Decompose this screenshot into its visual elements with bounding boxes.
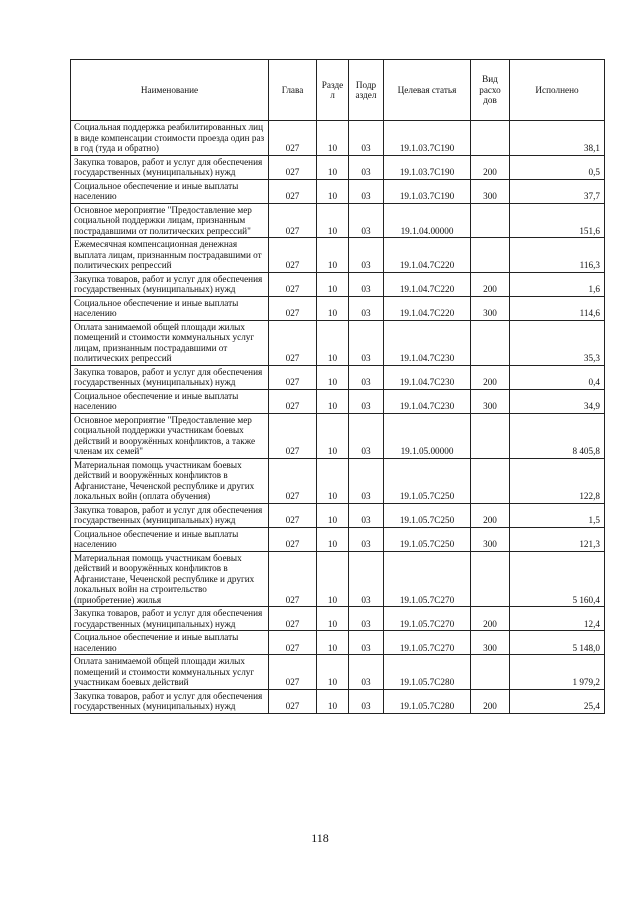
cell-section: 10 (317, 121, 349, 156)
header-executed: Исполнено (510, 60, 605, 121)
cell-target: 19.1.05.7С270 (384, 607, 471, 631)
cell-subsection: 03 (349, 272, 384, 296)
cell-name: Социальное обеспечение и иные выплаты населению (71, 527, 269, 551)
header-chapter: Глава (269, 60, 317, 121)
cell-target: 19.1.05.7С280 (384, 689, 471, 713)
cell-name: Закупка товаров, работ и услуг для обеспечения государственных (муниципальных) нужд (71, 607, 269, 631)
cell-name: Ежемесячная компенсационная денежная выплата лицам, признанным пострадавшими от политических репрессий (71, 238, 269, 273)
cell-target: 19.1.05.7С250 (384, 458, 471, 503)
cell-name: Закупка товаров, работ и услуг для обеспечения государственных (муниципальных) нужд (71, 155, 269, 179)
cell-subsection: 03 (349, 527, 384, 551)
cell-exptype: 200 (471, 365, 510, 389)
table-row (71, 365, 605, 389)
cell-section: 10 (317, 296, 349, 320)
cell-executed: 1,6 (510, 272, 605, 296)
cell-target: 19.1.04.7С230 (384, 365, 471, 389)
header-section: Разде л (317, 60, 349, 121)
table-row (71, 527, 605, 551)
cell-subsection: 03 (349, 551, 384, 607)
cell-name: Закупка товаров, работ и услуг для обеспечения государственных (муниципальных) нужд (71, 503, 269, 527)
budget-table (70, 59, 605, 714)
cell-subsection: 03 (349, 503, 384, 527)
table-row (71, 203, 605, 238)
cell-section: 10 (317, 365, 349, 389)
cell-exptype (471, 320, 510, 365)
cell-chapter: 027 (269, 296, 317, 320)
budget-table-container (70, 59, 604, 714)
table-row (71, 458, 605, 503)
cell-section: 10 (317, 203, 349, 238)
cell-section: 10 (317, 689, 349, 713)
table-row (71, 179, 605, 203)
cell-executed: 38,1 (510, 121, 605, 156)
table-row (71, 655, 605, 690)
cell-exptype: 300 (471, 296, 510, 320)
header-target: Целевая статья (384, 60, 471, 121)
cell-executed: 12,4 (510, 607, 605, 631)
cell-exptype: 300 (471, 631, 510, 655)
cell-executed: 0,5 (510, 155, 605, 179)
table-row (71, 389, 605, 413)
cell-subsection: 03 (349, 238, 384, 273)
header-exptype: Вид расхо дов (471, 60, 510, 121)
cell-executed: 151,6 (510, 203, 605, 238)
cell-chapter: 027 (269, 238, 317, 273)
cell-executed: 114,6 (510, 296, 605, 320)
cell-subsection: 03 (349, 607, 384, 631)
cell-target: 19.1.05.7С250 (384, 527, 471, 551)
cell-chapter: 027 (269, 689, 317, 713)
cell-chapter: 027 (269, 155, 317, 179)
cell-chapter: 027 (269, 320, 317, 365)
cell-section: 10 (317, 413, 349, 458)
cell-chapter: 027 (269, 503, 317, 527)
cell-section: 10 (317, 527, 349, 551)
cell-exptype: 300 (471, 527, 510, 551)
cell-executed: 121,3 (510, 527, 605, 551)
cell-subsection: 03 (349, 458, 384, 503)
cell-exptype (471, 238, 510, 273)
table-body (71, 121, 605, 714)
table-header-row (71, 60, 605, 121)
cell-exptype: 200 (471, 607, 510, 631)
cell-target: 19.1.03.7С190 (384, 179, 471, 203)
cell-exptype: 300 (471, 179, 510, 203)
cell-target: 19.1.04.00000 (384, 203, 471, 238)
cell-chapter: 027 (269, 458, 317, 503)
cell-subsection: 03 (349, 121, 384, 156)
cell-target: 19.1.05.7С270 (384, 631, 471, 655)
cell-exptype: 200 (471, 272, 510, 296)
header-name: Наименование (71, 60, 269, 121)
cell-subsection: 03 (349, 389, 384, 413)
cell-name: Основное мероприятие "Предоставление мер социальной поддержки участникам боевых действий и вооружённых конфликтов, а также членам их семей" (71, 413, 269, 458)
cell-chapter: 027 (269, 413, 317, 458)
cell-section: 10 (317, 155, 349, 179)
cell-exptype: 300 (471, 389, 510, 413)
cell-subsection: 03 (349, 413, 384, 458)
cell-chapter: 027 (269, 121, 317, 156)
cell-name: Социальное обеспечение и иные выплаты населению (71, 179, 269, 203)
cell-executed: 1,5 (510, 503, 605, 527)
cell-executed: 5 160,4 (510, 551, 605, 607)
cell-name: Материальная помощь участникам боевых действий и вооружённых конфликтов в Афганистане, Чеченской республике и других локальных войн на строительство (приобретение) жилья (71, 551, 269, 607)
cell-chapter: 027 (269, 272, 317, 296)
cell-subsection: 03 (349, 155, 384, 179)
table-row (71, 238, 605, 273)
cell-name: Закупка товаров, работ и услуг для обеспечения государственных (муниципальных) нужд (71, 689, 269, 713)
cell-target: 19.1.05.00000 (384, 413, 471, 458)
cell-section: 10 (317, 389, 349, 413)
cell-section: 10 (317, 272, 349, 296)
cell-name: Социальное обеспечение и иные выплаты населению (71, 631, 269, 655)
cell-exptype (471, 458, 510, 503)
cell-section: 10 (317, 320, 349, 365)
cell-name: Оплата занимаемой общей площади жилых помещений и стоимости коммунальных услуг участникам боевых действий (71, 655, 269, 690)
cell-name: Социальное обеспечение и иные выплаты населению (71, 296, 269, 320)
header-subsection: Подр аздел (349, 60, 384, 121)
cell-chapter: 027 (269, 551, 317, 607)
cell-subsection: 03 (349, 296, 384, 320)
cell-section: 10 (317, 631, 349, 655)
cell-executed: 8 405,8 (510, 413, 605, 458)
cell-exptype: 200 (471, 689, 510, 713)
cell-executed: 1 979,2 (510, 655, 605, 690)
table-row (71, 320, 605, 365)
cell-subsection: 03 (349, 631, 384, 655)
cell-name: Оплата занимаемой общей площади жилых помещений и стоимости коммунальных услуг лицам, признанным пострадавшими от политических репрессий (71, 320, 269, 365)
table-row (71, 121, 605, 156)
cell-executed: 37,7 (510, 179, 605, 203)
cell-executed: 0,4 (510, 365, 605, 389)
table-row (71, 607, 605, 631)
cell-subsection: 03 (349, 689, 384, 713)
cell-chapter: 027 (269, 179, 317, 203)
cell-target: 19.1.03.7С190 (384, 121, 471, 156)
cell-name: Материальная помощь участникам боевых действий и вооружённых конфликтов в Афганистане, Чеченской республике и других локальных войн (оплата обучения) (71, 458, 269, 503)
cell-name: Социальное обеспечение и иные выплаты населению (71, 389, 269, 413)
cell-target: 19.1.05.7С270 (384, 551, 471, 607)
page-number: 118 (311, 831, 329, 845)
cell-chapter: 027 (269, 365, 317, 389)
table-row (71, 413, 605, 458)
cell-chapter: 027 (269, 527, 317, 551)
cell-target: 19.1.03.7С190 (384, 155, 471, 179)
cell-section: 10 (317, 607, 349, 631)
cell-name: Закупка товаров, работ и услуг для обеспечения государственных (муниципальных) нужд (71, 272, 269, 296)
cell-chapter: 027 (269, 631, 317, 655)
cell-exptype (471, 203, 510, 238)
cell-target: 19.1.04.7С230 (384, 389, 471, 413)
cell-executed: 116,3 (510, 238, 605, 273)
cell-subsection: 03 (349, 655, 384, 690)
cell-executed: 35,3 (510, 320, 605, 365)
cell-subsection: 03 (349, 179, 384, 203)
cell-chapter: 027 (269, 607, 317, 631)
cell-executed: 25,4 (510, 689, 605, 713)
cell-target: 19.1.04.7С220 (384, 272, 471, 296)
cell-target: 19.1.05.7С280 (384, 655, 471, 690)
table-row (71, 551, 605, 607)
cell-target: 19.1.04.7С220 (384, 238, 471, 273)
cell-section: 10 (317, 551, 349, 607)
cell-target: 19.1.04.7С220 (384, 296, 471, 320)
cell-exptype (471, 121, 510, 156)
cell-executed: 5 148,0 (510, 631, 605, 655)
cell-chapter: 027 (269, 655, 317, 690)
cell-subsection: 03 (349, 203, 384, 238)
cell-target: 19.1.05.7С250 (384, 503, 471, 527)
cell-subsection: 03 (349, 320, 384, 365)
cell-exptype (471, 413, 510, 458)
cell-exptype: 200 (471, 503, 510, 527)
cell-section: 10 (317, 458, 349, 503)
cell-exptype (471, 551, 510, 607)
cell-name: Закупка товаров, работ и услуг для обеспечения государственных (муниципальных) нужд (71, 365, 269, 389)
cell-subsection: 03 (349, 365, 384, 389)
cell-exptype (471, 655, 510, 690)
cell-section: 10 (317, 238, 349, 273)
table-row (71, 631, 605, 655)
cell-target: 19.1.04.7С230 (384, 320, 471, 365)
cell-section: 10 (317, 179, 349, 203)
cell-executed: 122,8 (510, 458, 605, 503)
table-row (71, 296, 605, 320)
cell-name: Социальная поддержка реабилитированных лиц в виде компенсации стоимости проезда один раз в год (туда и обратно) (71, 121, 269, 156)
cell-section: 10 (317, 503, 349, 527)
table-row (71, 503, 605, 527)
cell-executed: 34,9 (510, 389, 605, 413)
cell-exptype: 200 (471, 155, 510, 179)
cell-chapter: 027 (269, 203, 317, 238)
table-row (71, 272, 605, 296)
cell-name: Основное мероприятие "Предоставление мер социальной поддержки лицам, признанным пострадавшими от политических репрессий" (71, 203, 269, 238)
cell-section: 10 (317, 655, 349, 690)
table-row (71, 689, 605, 713)
table-row (71, 155, 605, 179)
cell-chapter: 027 (269, 389, 317, 413)
